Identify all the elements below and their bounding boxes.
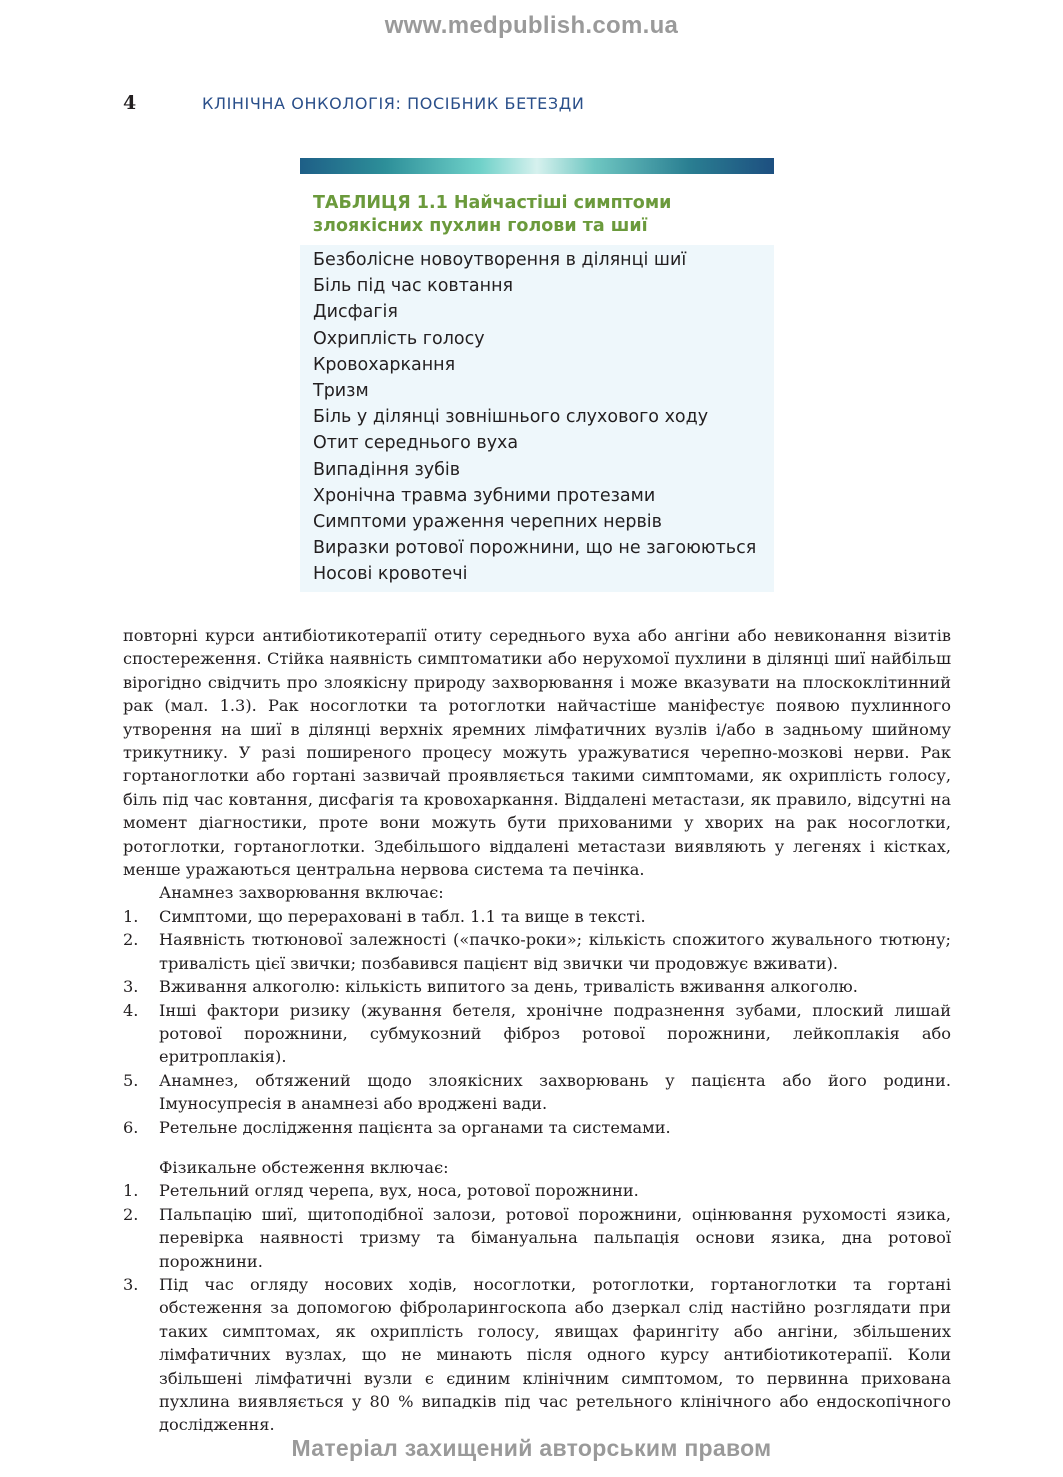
page-number: 4 bbox=[123, 92, 137, 114]
list-item-text: Під час огляду носових ходів, носоглотки, ротоглотки, гортаноглотки та гортані обстеження за допомогою фіброларингоскопа або дзеркал слід настійно розглядати при таких симптомах, як охриплість голосу, явищах фарингіту або ангіни, збільшених лімфатичних вузлах, що не минають після одного курсу антибіотикотерапії. Коли збільшені лімфатичні вузли є єдиним клінічним симптомом, то первинна прихована пухлина виявляється у 80 % випадків під час ретельного клінічного або ендоскопічного дослідження. bbox=[159, 1274, 951, 1435]
list-item-number: 3. bbox=[123, 1274, 139, 1294]
list-item-text: Пальпацію шиї, щитоподібної залози, ротової порожнини, оцінювання рухомості язика, перевірка наявності тризму та бімануальна пальпація основи язика, дна ротової порожнини. bbox=[159, 1204, 951, 1271]
list-item-number: 2. bbox=[123, 930, 139, 950]
list-item bbox=[123, 1116, 951, 1139]
watermark-bottom: Матеріал захищений авторським правом bbox=[291, 1435, 772, 1461]
body-text bbox=[123, 624, 951, 1437]
table-row: Кровохаркання bbox=[313, 354, 456, 375]
table-gradient-band bbox=[300, 158, 774, 174]
table-row: Біль у ділянці зовнішнього слухового ходу bbox=[313, 407, 709, 428]
list-item-text: Наявність тютюнової залежності («пачко-роки»; кількість спожитого жувального тютюну; тривалість цієї звички; позбавився пацієнт від звички чи продовжує вживати). bbox=[159, 930, 951, 973]
table-row: Біль під час ковтання bbox=[313, 276, 514, 297]
body-paragraph: повторні курси антибіотикотерапії отиту середнього вуха або ангіни або невиконання візитів спостереження. Стійка наявність симптоматики або нерухомої пухлини в ділянці шиї найбільш вірогідно свідчить про злоякісну природу захворювання і може вказувати на плоскоклітинний рак (мал. 1.3). Рак носоглотки та ротоглотки найчастіше маніфестує появою пухлинного утворення на шиї в ділянці верхніх яремних лімфатичних вузлів і/або в задньому шийному трикутнику. У разі поширеного процесу можуть уражуватися черепно-мозкові нерви. Рак гортаноглотки або гортані зазвичай проявляється такими симптомами, як охриплість голосу, біль під час ковтання, дисфагія та кровохаркання. Віддалені метастази, як правило, відсутні на момент діагностики, проте вони можуть бути прихованими у хворих на рак носоглотки, ротоглотки, гортаноглотки. Здебільшого віддалені метастази виявляють у легенях і кістках, менше уражаються центральна нервова система та печінка. bbox=[123, 626, 951, 880]
symptoms-table bbox=[300, 158, 774, 592]
list-item-number: 3. bbox=[123, 977, 139, 997]
list-item bbox=[123, 975, 951, 998]
history-list bbox=[123, 905, 951, 1139]
table-row: Охриплість голосу bbox=[313, 328, 485, 349]
table-title-line-1: ТАБЛИЦЯ 1.1 Найчастіші симптоми bbox=[313, 193, 672, 213]
list-item bbox=[123, 1179, 951, 1202]
table-row: Отит середнього вуха bbox=[313, 433, 519, 454]
table-row: Дисфагія bbox=[313, 302, 398, 323]
list-item bbox=[123, 1273, 951, 1437]
list-item bbox=[123, 905, 951, 928]
list-item-text: Ретельний огляд черепа, вух, носа, ротової порожнини. bbox=[159, 1181, 639, 1201]
table-row: Тризм bbox=[313, 381, 369, 402]
list-item-number: 1. bbox=[123, 1181, 139, 1201]
list-item-number: 6. bbox=[123, 1117, 139, 1137]
list-item bbox=[123, 999, 951, 1069]
list-item-text: Симптоми, що перераховані в табл. 1.1 та вище в тексті. bbox=[159, 906, 646, 926]
table-row: Виразки ротової порожнини, що не загоюються bbox=[313, 538, 757, 559]
list-item-text: Ретельне дослідження пацієнта за органами та системами. bbox=[159, 1117, 671, 1137]
list-item-text: Інші фактори ризику (жування бетеля, хронічне подразнення зубами, плоский лишай ротової порожнини, субмукозний фіброз ротової порожнини, лейкоплакія або еритроплакія). bbox=[159, 1000, 951, 1067]
list-item bbox=[123, 1069, 951, 1116]
watermark-top: www.medpublish.com.ua bbox=[384, 12, 679, 39]
table-row: Випадіння зубів bbox=[313, 459, 461, 480]
list-item-number: 5. bbox=[123, 1070, 139, 1090]
list-item-number: 4. bbox=[123, 1000, 139, 1020]
table-row: Безболісне новоутворення в ділянці шиї bbox=[313, 250, 687, 270]
list-item-text: Вживання алкоголю: кількість випитого за день, тривалість вживання алкоголю. bbox=[159, 977, 858, 997]
table-title bbox=[313, 192, 774, 238]
list-item-number: 1. bbox=[123, 906, 139, 926]
list-item-number: 2. bbox=[123, 1204, 139, 1224]
table-row: Хронічна травма зубними протезами bbox=[313, 485, 656, 506]
table-row: Симптоми ураження черепних нервів bbox=[313, 512, 662, 533]
exam-intro: Фізикальне обстеження включає: bbox=[159, 1157, 449, 1177]
history-intro: Анамнез захворювання включає: bbox=[159, 883, 444, 903]
running-header bbox=[123, 92, 953, 118]
table-symptom-list bbox=[300, 245, 774, 592]
list-item bbox=[123, 928, 951, 975]
list-item-text: Анамнез, обтяжений щодо злоякісних захворювань у пацієнта або його родини. Імуносупресія в анамнезі або вроджені вади. bbox=[159, 1070, 951, 1114]
exam-list bbox=[123, 1179, 951, 1436]
table-row: Носові кровотечі bbox=[313, 564, 468, 585]
list-item bbox=[123, 1203, 951, 1273]
table-title-line-2: злоякісних пухлин голови та шиї bbox=[313, 216, 648, 236]
running-title: КЛІНІЧНА ОНКОЛОГІЯ: ПОСІБНИК БЕТЕЗДИ bbox=[202, 94, 585, 113]
